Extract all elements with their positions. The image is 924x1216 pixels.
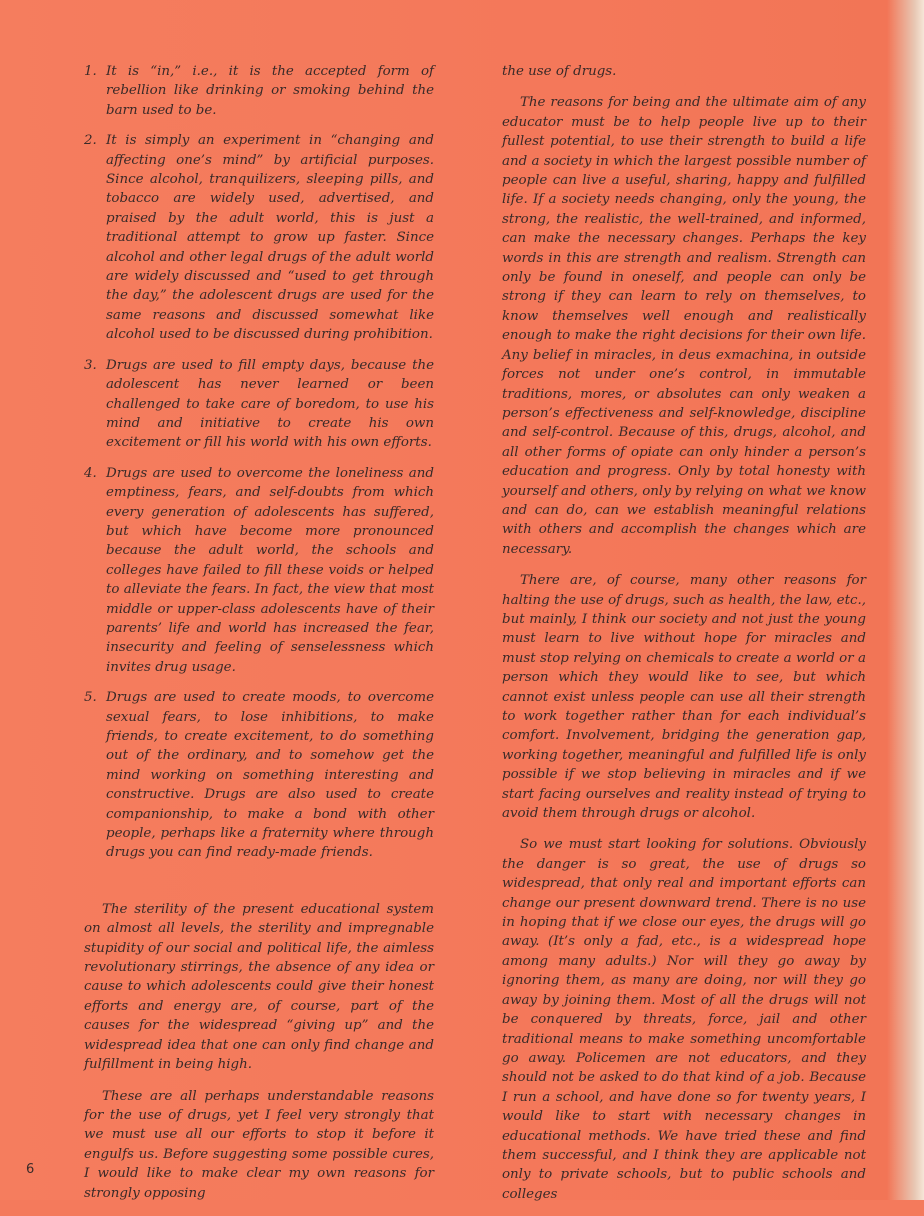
- list-item-text: Drugs are used to fill empty days, because the adolescent has never learned or been challenged to take care of boredom, to use his mind and initiative to create his own excitement or fill his world with his own efforts.: [106, 357, 434, 451]
- page-number: 6: [26, 1162, 35, 1177]
- left-column: [84, 62, 434, 1215]
- list-item-number: 2.: [84, 133, 97, 149]
- list-item-number: 4.: [84, 465, 97, 481]
- continuation-line: the use of drugs.: [502, 64, 617, 79]
- list-item-number: 3.: [84, 357, 97, 373]
- body-paragraph: The sterility of the present educational system on almost all levels, the sterility and impregnable stupidity of our social and political life, the aimless revolutionary stirrings, the absence of any idea or cause to which adolescents could give their honest efforts and energy are, of course, part of the causes for the widespread “giving up” and the widespread idea that one can only find change and fulfillment in being high.: [84, 901, 434, 1073]
- list-item: [84, 131, 434, 344]
- right-column: [502, 62, 866, 1216]
- list-item: [84, 62, 434, 120]
- list-item: [84, 356, 434, 453]
- body-paragraph: These are all perhaps understandable reasons for the use of drugs, yet I feel very strongly that we must use all our efforts to stop it before it engulfs us. Before suggesting some possible cures, I would like to make clear my own reasons for strongly opposing: [84, 1088, 434, 1201]
- body-paragraph: So we must start looking for solutions. Obviously the danger is so great, the use of drugs so widespread, that only real and important efforts can change our present downward trend. There is no use in hoping that if we close our eyes, the drugs will go away. (It’s only a fad, etc., is a widespread hope among many adults.) Nor will they go away by ignoring them, as many are doing, nor will they go away by joining them. Most of all the drugs will not be conquered by threats, force, jail and other traditional means to make something uncomfortable go away. Policemen are not educators, and they should not be asked to do that kind of a job. Because I run a school, and have done so for twenty years, I would like to start with necessary changes in educational methods. We have tried these and find them successful, and I think they are applicable not only to private schools, but to public schools and colleges: [502, 837, 866, 1202]
- list-item-text: Drugs are used to overcome the loneliness and emptiness, fears, and self-doubts from which every generation of adolescents has suffered, but which have become more pronounced because the adult world, the schools and colleges have failed to fill these voids or helped to alleviate the fears. In fact, the view that most middle or upper-class adolescents have of their parents’ life and world has increased the fear, insecurity and feeling of senselessness which invites drug usage.: [106, 465, 434, 675]
- list-item-text: Drugs are used to create moods, to overcome sexual fears, to lose inhibitions, to make friends, to create excitement, to do something out of the ordinary, and to somehow get the mind working on something interesting and constructive. Drugs are also used to create companionship, to make a bond with other people, perhaps like a fraternity where through drugs you can find ready-made friends.: [106, 690, 434, 861]
- body-paragraph: The reasons for being and the ultimate aim of any educator must be to help people live up to their fullest potential, to use their strength to build a life and a society in which the largest possible number of people can live a useful, sharing, happy and fulfilled life. If a society needs changing, only the young, the strong, the realistic, the well-trained, and informed, can make the necessary changes. Perhaps the key words in this are strength and realism. Strength can only be found in oneself, and people can only be strong if they can learn to rely on themselves, to know themselves well enough and realistically enough to make the right decisions for their own life. Any belief in miracles, in deus exmachina, in outside forces not under one’s control, in immutable traditions, mores, or absolutes can only weaken a person’s effectiveness and self-knowledge, discipline and self-control. Because of this, drugs, alcohol, and all other forms of opiate can only hinder a person’s education and progress. Only by total honesty with yourself and others, only by relying on what we know and can do, can we establish meaningful relations with others and accomplish the changes which are necessary.: [502, 95, 866, 557]
- list-item: [84, 688, 434, 863]
- list-item-number: 1.: [84, 64, 97, 79]
- reasons-list: [84, 62, 434, 863]
- section-gap: [84, 874, 434, 900]
- list-item-text: It is “in,” i.e., it is the accepted form of rebellion like drinking or smoking behind the barn used to be.: [106, 64, 434, 118]
- body-paragraph: There are, of course, many other reasons for halting the use of drugs, such as health, the law, etc., but mainly, I think our society and not just the young must learn to live without hope for miracles and must stop relying on chemicals to create a world or a person which they would like to see, but which cannot exist unless people can use all their strength to work together rather than for each individual’s comfort. Involvement, bridging the generation gap, working together, meaningful and fulfilled life is only possible if we stop believing in miracles and if we start facing ourselves and reality instead of trying to avoid them through drugs or alcohol.: [502, 573, 866, 822]
- list-item-number: 5.: [84, 690, 97, 706]
- list-item: [84, 464, 434, 677]
- list-item-text: It is simply an experiment in “changing and affecting one’s mind” by artificial purposes. Since alcohol, tranquilizers, sleeping pills, and tobacco are widely used, advertised, and praised by the adult world, this is just a traditional attempt to grow up faster. Since alcohol and other legal drugs of the adult world are widely discussed and “used to get through the day,” the adolescent drugs are used for the same reasons and discussed somewhat like alcohol used to be discussed during prohibition.: [106, 133, 434, 343]
